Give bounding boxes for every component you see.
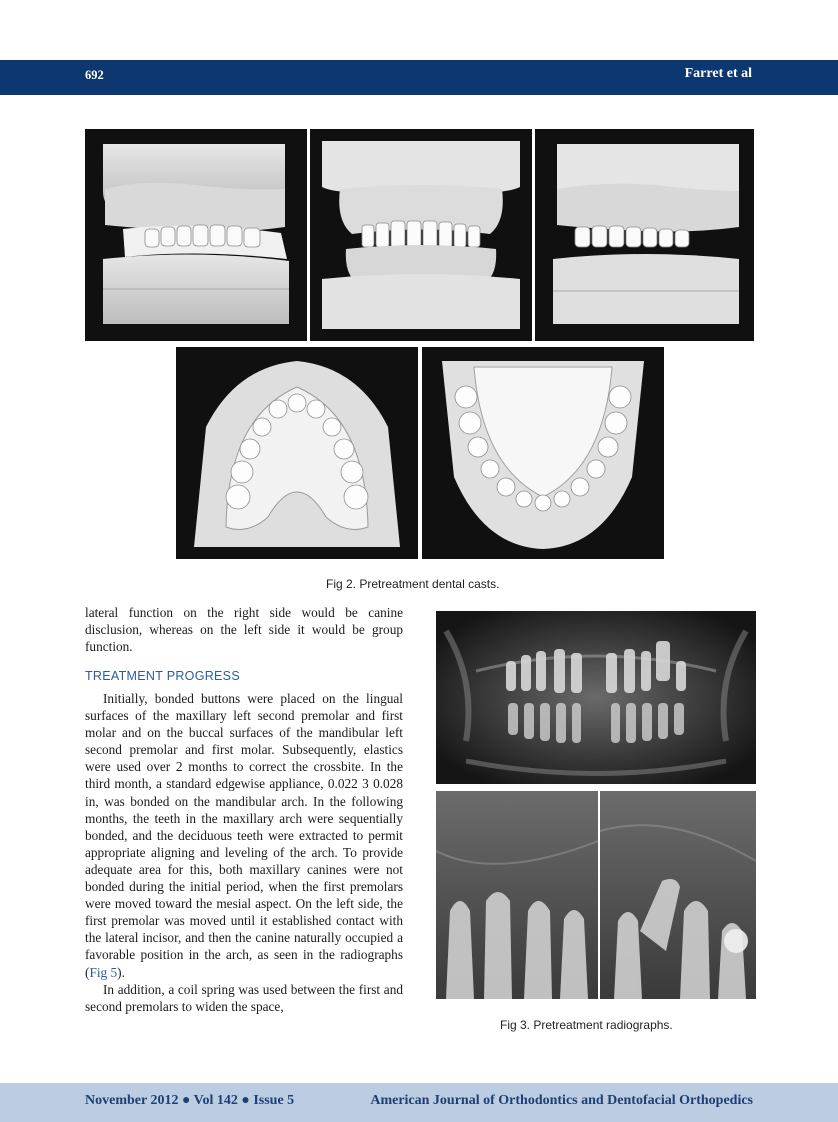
page-header [0,60,838,95]
section-heading: TREATMENT PROGRESS [85,669,240,683]
running-head: Farret et al [684,66,752,81]
left-periapical-radiograph [600,791,756,999]
figure-3-caption: Fig 3. Pretreatment radiographs. [500,1018,673,1032]
left-lateral-cast-photo [535,129,754,341]
issue-info: November 2012 ● Vol 142 ● Issue 5 [85,1093,295,1108]
figure-5-link[interactable]: Fig 5 [89,964,118,980]
paragraph-2: In addition, a coil spring was used between the first and second premolars to widen the space, [85,981,403,1014]
paragraph-1-text: Initially, bonded buttons were placed on the lingual surfaces of the maxillary left second premolar and first molar and on the buccal surfaces of the mandibular left second premolar and first molar. Subsequently, elastics were used over 2 months to correct the crossbite. In the third month, a standard edgewise appliance, 0.022 3 0.028 in, was bonded on the mandibular arch. In the following months, the teeth in the maxillary arch were sequentially bonded, and the deciduous teeth were extracted to permit appropriate aligning and leveling of the arch. To provide adequate area for this, both maxillary canines were not bonded during the initial period, when the first premolars were moved toward the mesial aspect. On the left side, the first premolar was moved until it established contact with the lateral incisor, and then the canine naturally occupied a favorable position in the arch, as seen in the radiographs ( [85,691,403,980]
page-footer [0,1083,838,1122]
journal-name: American Journal of Orthodontics and Dentofacial Orthopedics [370,1093,753,1108]
right-periapical-radiograph [436,791,598,999]
frontal-cast-photo [310,129,532,341]
intro-paragraph-text: lateral function on the right side would be canine disclusion, whereas on the left side it would be group function. [85,605,403,655]
intro-paragraph [85,604,403,655]
right-lateral-cast-photo [85,129,307,341]
treatment-text [85,690,403,1015]
maxillary-occlusal-cast-photo [176,347,418,559]
paragraph-1-end: ). [117,964,125,980]
panoramic-radiograph [436,611,756,784]
mandibular-occlusal-cast-photo [422,347,664,559]
page-number: 692 [85,68,104,82]
figure-2-caption: Fig 2. Pretreatment dental casts. [326,577,500,591]
paragraph-1 [85,690,403,981]
